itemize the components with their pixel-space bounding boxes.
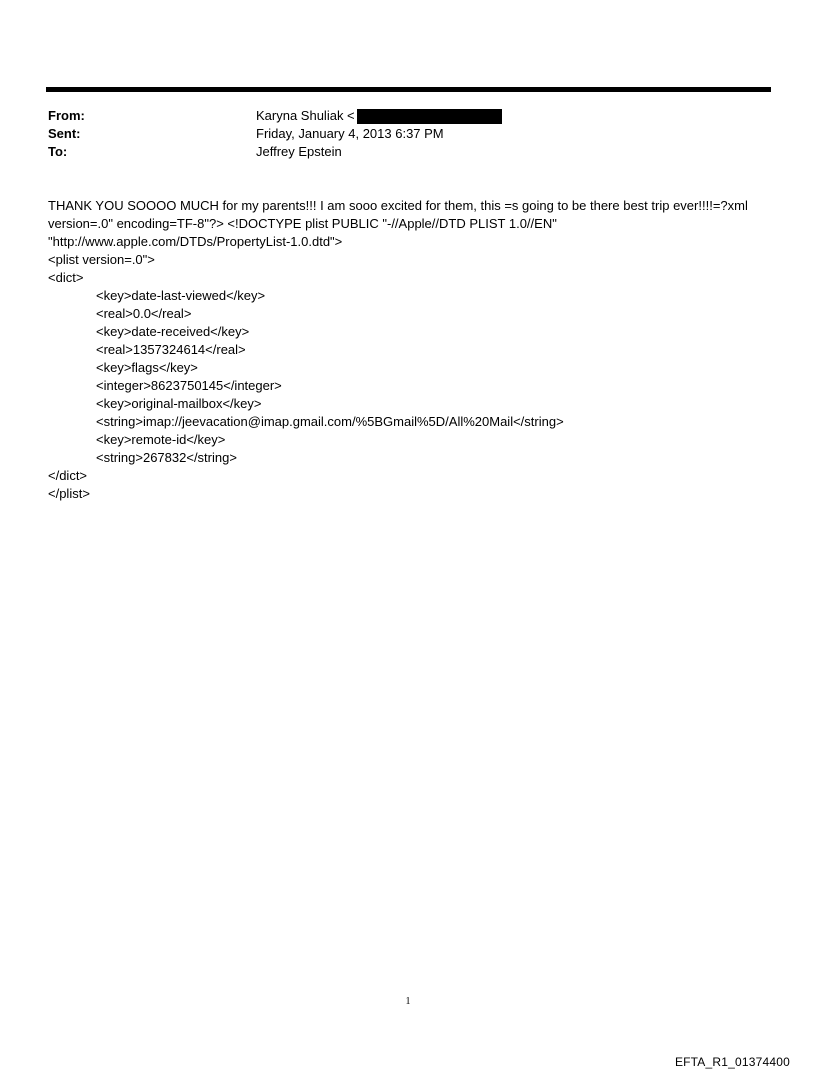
from-sender: Karyna Shuliak < <box>256 108 355 123</box>
page-number: 1 <box>405 996 411 1007</box>
body-line: <key>remote-id</key> <box>96 432 226 447</box>
body-line: </plist> <box>48 486 90 501</box>
sent-row <box>48 125 768 143</box>
to-label: To: <box>48 144 68 159</box>
body-line: </dict> <box>48 468 88 483</box>
document-id: EFTA_R1_01374400 <box>674 1055 790 1069</box>
body-line: <key>date-last-viewed</key> <box>96 288 266 303</box>
body-line: <key>date-received</key> <box>96 324 250 339</box>
body-line: <real>0.0</real> <box>96 306 192 321</box>
sent-label: Sent: <box>48 126 81 141</box>
body-line: <string>267832</string> <box>96 450 237 465</box>
from-label: From: <box>48 108 85 123</box>
email-header <box>48 107 768 161</box>
to-row <box>48 143 768 161</box>
to-value: Jeffrey Epstein <box>256 144 342 159</box>
redaction-box <box>357 109 502 124</box>
body-line: version=.0" encoding=TF-8"?> <!DOCTYPE plist PUBLIC "-//Apple//DTD PLIST 1.0//EN" <box>48 216 557 231</box>
header-rule <box>46 87 771 92</box>
sent-value: Friday, January 4, 2013 6:37 PM <box>256 126 444 141</box>
body-line: <key>flags</key> <box>96 360 198 375</box>
body-line: <integer>8623750145</integer> <box>96 378 282 393</box>
body-line: <dict> <box>48 270 84 285</box>
from-value <box>256 107 502 125</box>
body-line: "http://www.apple.com/DTDs/PropertyList-1.0.dtd"> <box>48 234 343 249</box>
body-line: THANK YOU SOOOO MUCH for my parents!!! I am sooo excited for them, this =s going to be there best trip ever!!!!=?xml <box>48 198 748 213</box>
body-line: <key>original-mailbox</key> <box>96 396 262 411</box>
body-line: <plist version=.0"> <box>48 252 155 267</box>
body-line: <real>1357324614</real> <box>96 342 246 357</box>
email-body <box>48 197 776 503</box>
from-row <box>48 107 768 125</box>
body-line: <string>imap://jeevacation@imap.gmail.com/%5BGmail%5D/All%20Mail</string> <box>96 414 564 429</box>
